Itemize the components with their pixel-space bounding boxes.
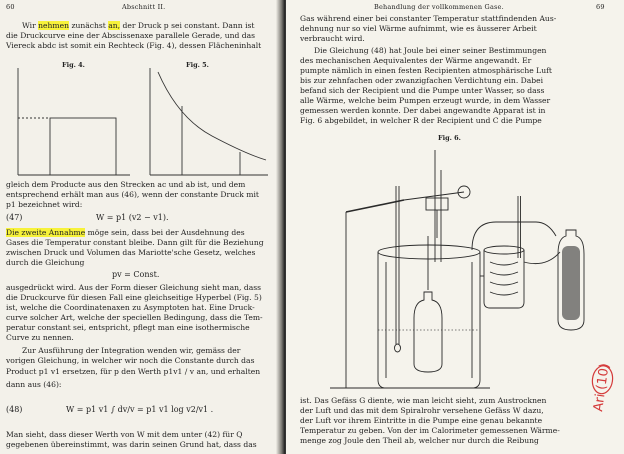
- margin-note-text: Ari (10): [591, 362, 613, 413]
- fig4-diagram: [18, 68, 130, 175]
- equation-const: pv = Const.: [112, 270, 160, 279]
- fig5-diagram: [150, 68, 268, 175]
- right-para3-line3: der Luft vor ihrem Eintritte in die Pumpe eine genau bekannte: [300, 416, 543, 425]
- left-para4-line1: ausgedrückt wird. Aus der Form dieser Gleichung sieht man, dass: [6, 283, 262, 292]
- right-para3-line1: ist. Das Gefäss G diente, wie man leicht sieht, zum Austrocknen: [300, 396, 547, 405]
- equation-48-number: (48): [6, 405, 23, 414]
- left-para2-line2: entsprechend erhält man aus (46), wenn der constante Druck mit: [6, 190, 259, 199]
- left-para3-line3: zwischen Druck und Volumen das Mariotte'sche Gesetz, welches: [6, 248, 256, 257]
- left-para5-line3: Product p1 v1 ersetzen, für p den Werth p1v1 / v an, und erhalten: [6, 367, 261, 376]
- right-para2-line5: befand sich der Recipient und die Pumpe unter Wasser, so dass: [300, 86, 545, 95]
- right-para2-line2: des mechanischen Aequivalentes der Wärme angewandt. Er: [300, 56, 532, 65]
- right-page-number: 69: [596, 3, 605, 11]
- left-para4-line6: Curve zu nennen.: [6, 333, 74, 342]
- left-para1-line3: Viereck abdc ist somit ein Rechteck (Fig. 4), dessen Flächeninhalt: [6, 41, 262, 50]
- right-para3-line2: der Luft und das mit dem Spiralrohr versehene Gefäss W dazu,: [300, 406, 544, 415]
- fig6-label: Fig. 6.: [438, 134, 461, 142]
- right-para1-line1: Gas während einer bei constanter Temperatur stattfindenden Aus-: [300, 14, 557, 23]
- right-para1-line2: dehnung nur so viel Wärme aufnimmt, wie es äusserer Arbeit: [300, 24, 537, 33]
- right-para2-line4: bis zur zehnfachen oder zwanzigfachen Verdichtung ein. Dabei: [300, 76, 544, 85]
- left-para3-line2: Gases die Temperatur constant bleibe. Dann gilt für die Beziehung: [6, 238, 264, 247]
- left-para2-line3: p1 bezeichnet wird:: [6, 200, 83, 209]
- left-para2-line1: gleich dem Producte aus den Strecken ac und ab ist, und dem: [6, 180, 246, 189]
- left-para5-line4: dann aus (46):: [6, 380, 62, 389]
- right-para2-line3: pumpte nämlich in einen festen Recipienten atmosphärische Luft: [300, 66, 552, 75]
- left-page: [0, 0, 283, 454]
- fig5-label: Fig. 5.: [186, 61, 209, 69]
- right-para2-line7: gemessen werden konnte. Der dabei angewandte Apparat ist in: [300, 106, 546, 115]
- equation-47: W = p1 (v2 − v1).: [96, 213, 169, 222]
- left-para1-line1: Wir nehmen zunächst an, der Druck p sei constant. Dann ist: [22, 21, 255, 30]
- left-para1-line2: die Druckcurve eine der Abscissenaxe parallele Gerade, und das: [6, 31, 256, 40]
- right-header-title: Behandlung der vollkommenen Gase.: [374, 3, 504, 11]
- right-para2-line6: alle Wärme, welche beim Pumpen erzeugt wurde, in dem Wasser: [300, 96, 551, 105]
- left-para4-line4: curve solcher Art, welche der speciellen Bedingung, dass die Tem-: [6, 313, 263, 322]
- handwritten-margin-note: [286, 0, 624, 454]
- left-page-number: 60: [6, 3, 15, 11]
- left-para6-line2: gegebenen übereinstimmt, was darin seinen Grund hat, dass das: [6, 440, 257, 449]
- left-para6-line1: Man sieht, dass dieser Werth von W mit dem unter (42) für Q: [6, 430, 243, 439]
- right-para2-line8: Fig. 6 abgebildet, in welcher R der Recipient und C die Pumpe: [300, 116, 542, 125]
- right-para2-line1: Die Gleichung (48) hat Joule bei einer seiner Bestimmungen: [314, 46, 547, 55]
- left-para4-line5: peratur constant sei, entspricht, pflegt man eine isothermische: [6, 323, 250, 332]
- left-para4-line2: die Druckcurve für diesen Fall eine gleichseitige Hyperbel (Fig. 5): [6, 293, 262, 302]
- left-header-title: Abschnitt II.: [122, 3, 166, 11]
- right-page: [286, 0, 624, 454]
- left-para4-line3: ist, welche die Coordinatenaxen zu Asymptoten hat. Eine Druck-: [6, 303, 255, 312]
- equation-47-number: (47): [6, 213, 23, 222]
- right-para3-line5: menge zog Joule den Theil ab, welcher nur durch die Reibung: [300, 436, 539, 445]
- left-para5-line1: Zur Ausführung der Integration wenden wir, gemäss der: [22, 346, 241, 355]
- right-para1-line3: verbraucht wird.: [300, 34, 365, 43]
- fig4-fig5-diagrams: [0, 0, 283, 180]
- left-para3-line1: Die zweite Annahme möge sein, dass bei der Ausdehnung des: [6, 228, 245, 237]
- left-para5-line2: vorigen Gleichung, in welcher wir noch die Constante durch das: [6, 356, 255, 365]
- fig4-label: Fig. 4.: [62, 61, 85, 69]
- equation-48: W = p1 v1 ∫ dv/v = p1 v1 log v2/v1 .: [66, 405, 214, 414]
- right-para3-line4: Temperatur zu geben. Von der im Calorimeter gemessenen Wärme-: [300, 426, 560, 435]
- left-para3-line4: durch die Gleichung: [6, 258, 85, 267]
